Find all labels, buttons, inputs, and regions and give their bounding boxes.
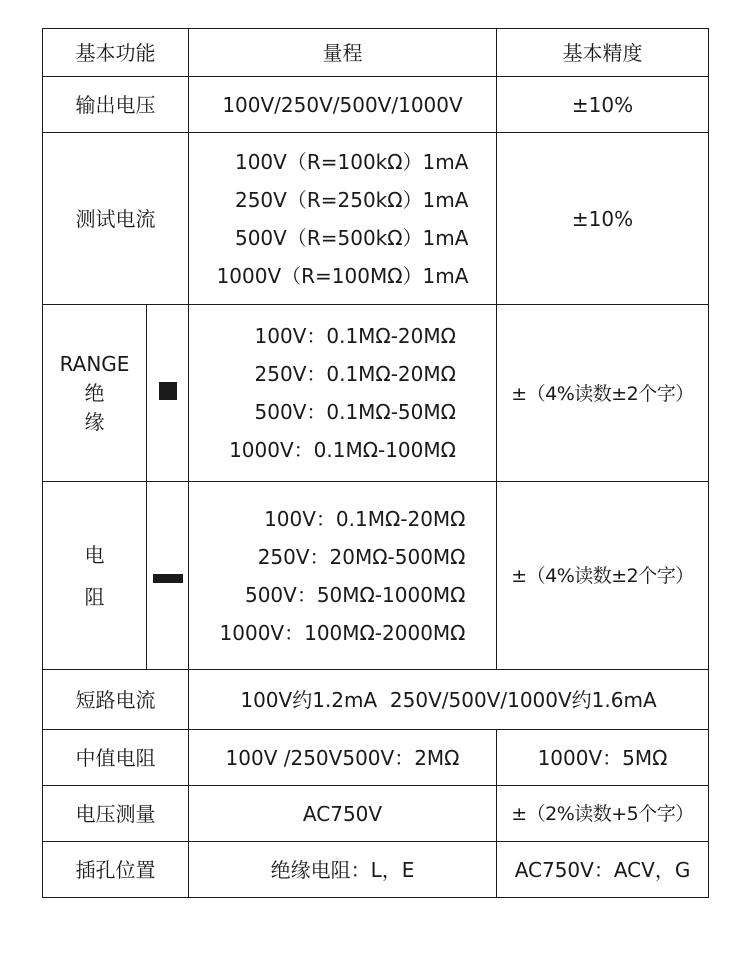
voltage-measure-range: AC750V: [189, 786, 497, 842]
insulation-label: [43, 305, 147, 482]
header-range: 量程: [189, 29, 497, 77]
header-row: [43, 29, 709, 77]
jack-position-label: 插孔位置: [43, 842, 189, 898]
resistance-lines: [220, 500, 466, 652]
output-voltage-range: 100V/250V/500V/1000V: [189, 77, 497, 133]
insulation-label-2: 缘: [84, 409, 105, 434]
short-circuit-row: [43, 670, 709, 730]
jack-position-row: [43, 842, 709, 898]
test-current-label: 测试电流: [43, 133, 189, 305]
insulation-line: 500V：0.1MΩ-50MΩ: [254, 400, 456, 424]
output-voltage-row: [43, 77, 709, 133]
resistance-accuracy: ±（4%读数±2个字）: [497, 482, 709, 670]
header-function: 基本功能: [43, 29, 189, 77]
resistance-line: 1000V：100MΩ-2000MΩ: [219, 620, 466, 645]
bar-symbol-icon: [153, 574, 183, 583]
insulation-symbol-cell: [147, 305, 189, 482]
insulation-range: [189, 305, 497, 482]
insulation-line: 100V：0.1MΩ-20MΩ: [254, 324, 456, 348]
output-voltage-label: 输出电压: [43, 77, 189, 133]
square-symbol-icon: [159, 382, 177, 400]
insulation-label-1: 绝: [84, 380, 105, 405]
mid-resistance-range: 100V /250V500V：2MΩ: [189, 730, 497, 786]
insulation-line: 1000V：0.1MΩ-100MΩ: [229, 438, 456, 462]
resistance-label-1: 电: [84, 542, 105, 567]
resistance-row: [43, 482, 709, 670]
test-current-row: [43, 133, 709, 305]
short-circuit-value: 100V约1.2mA 250V/500V/1000V约1.6mA: [189, 670, 709, 730]
insulation-accuracy: ±（4%读数±2个字）: [497, 305, 709, 482]
test-current-line: 250V（R=250kΩ）1mA: [234, 187, 469, 212]
insulation-line: 250V：0.1MΩ-20MΩ: [254, 362, 456, 386]
range-title: RANGE: [59, 351, 130, 376]
spec-table: [42, 28, 709, 898]
mid-resistance-accuracy: 1000V：5MΩ: [497, 730, 709, 786]
resistance-line: 500V：50MΩ-1000MΩ: [244, 582, 466, 607]
test-current-accuracy: ±10%: [497, 133, 709, 305]
resistance-range: [189, 482, 497, 670]
output-voltage-accuracy: ±10%: [497, 77, 709, 133]
jack-position-accuracy: AC750V：ACV，G: [497, 842, 709, 898]
test-current-line: 500V（R=500kΩ）1mA: [234, 225, 469, 250]
mid-resistance-row: [43, 730, 709, 786]
voltage-measure-row: [43, 786, 709, 842]
test-current-line: 1000V（R=100MΩ）1mA: [216, 263, 469, 288]
jack-position-range: 绝缘电阻：L，E: [189, 842, 497, 898]
test-current-lines: [217, 143, 469, 295]
resistance-label-2: 阻: [84, 584, 105, 609]
insulation-lines: [229, 317, 456, 469]
resistance-label: [43, 482, 147, 670]
insulation-row: [43, 305, 709, 482]
header-accuracy: 基本精度: [497, 29, 709, 77]
test-current-range: [189, 133, 497, 305]
resistance-symbol-cell: [147, 482, 189, 670]
test-current-line: 100V（R=100kΩ）1mA: [234, 149, 469, 174]
voltage-measure-accuracy: ±（2%读数+5个字）: [497, 786, 709, 842]
resistance-line: 250V：20MΩ-500MΩ: [257, 544, 466, 569]
short-circuit-label: 短路电流: [43, 670, 189, 730]
mid-resistance-label: 中值电阻: [43, 730, 189, 786]
voltage-measure-label: 电压测量: [43, 786, 189, 842]
resistance-line: 100V：0.1MΩ-20MΩ: [264, 506, 466, 531]
